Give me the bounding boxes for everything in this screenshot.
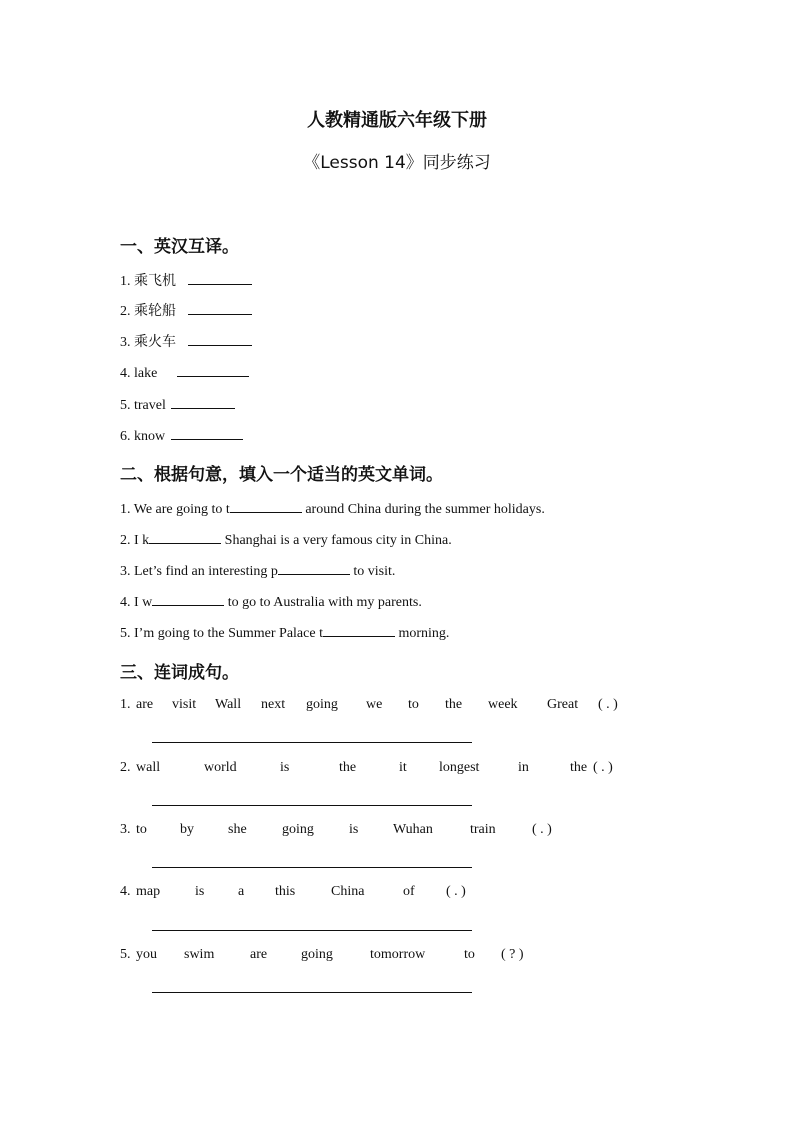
- s2-item-after: around China during the summer holidays.: [301, 502, 545, 517]
- word: map: [136, 884, 161, 899]
- s1-item-3: [120, 331, 252, 351]
- word: a: [238, 884, 245, 899]
- answer-blank[interactable]: [188, 272, 252, 285]
- word: ( . ): [532, 822, 552, 837]
- s1-item-number: 1.: [120, 274, 131, 289]
- word: ( . ): [593, 760, 613, 775]
- s2-item-after: to visit.: [349, 564, 396, 579]
- word: is: [195, 884, 205, 899]
- s3-item-number: 3.: [120, 822, 131, 837]
- word: ( . ): [598, 697, 618, 712]
- s3-item-4: [120, 884, 640, 904]
- word: China: [331, 884, 365, 899]
- s2-item-before: 2. I k: [120, 533, 150, 548]
- answer-line[interactable]: [152, 867, 472, 868]
- answer-blank[interactable]: [177, 364, 249, 377]
- s1-item-text: 乘火车: [134, 334, 176, 350]
- word: world: [204, 760, 237, 775]
- s1-item-6: [120, 427, 243, 445]
- s1-item-text: 乘轮船: [134, 303, 176, 319]
- s2-item-before: 3. Let’s find an interesting p: [120, 564, 278, 579]
- s2-item-after: Shanghai is a very famous city in China.: [221, 533, 452, 548]
- s1-item-number: 2.: [120, 304, 131, 319]
- word: this: [275, 884, 296, 899]
- section2-heading: 二、根据句意，填入一个适当的英文单词。: [120, 465, 443, 485]
- s2-item-2: [120, 531, 452, 549]
- word: ( . ): [446, 884, 466, 899]
- s2-item-before: 5. I’m going to the Summer Palace t: [120, 626, 323, 641]
- s1-item-number: 3.: [120, 335, 131, 350]
- word: to: [136, 822, 147, 837]
- answer-line[interactable]: [152, 930, 472, 931]
- s1-item-2: [120, 300, 252, 320]
- section3-heading: 三、连词成句。: [120, 663, 239, 683]
- word: is: [349, 822, 359, 837]
- s2-item-3: [120, 562, 395, 580]
- word: she: [228, 822, 247, 837]
- s1-item-text: 乘飞机: [134, 273, 176, 289]
- s1-item-5: [120, 396, 235, 414]
- answer-line[interactable]: [152, 992, 472, 993]
- s1-item-text: know: [134, 429, 166, 444]
- s1-item-text: lake: [134, 366, 158, 381]
- answer-blank[interactable]: [188, 333, 252, 346]
- word: wall: [136, 760, 161, 775]
- word: are: [250, 947, 268, 962]
- word: in: [518, 760, 529, 775]
- word: the: [445, 697, 463, 712]
- s3-item-5: [120, 947, 640, 967]
- s1-item-number: 5.: [120, 398, 131, 413]
- word: are: [136, 697, 154, 712]
- s3-item-2: [120, 760, 640, 780]
- answer-blank[interactable]: [152, 593, 224, 606]
- section1-heading: 一、英汉互译。: [120, 237, 239, 257]
- word: tomorrow: [370, 947, 426, 962]
- answer-blank[interactable]: [230, 500, 302, 513]
- answer-blank[interactable]: [171, 427, 243, 440]
- s3-item-number: 5.: [120, 947, 131, 962]
- word: to: [464, 947, 475, 962]
- word: of: [403, 884, 415, 899]
- s3-item-1: [120, 697, 640, 717]
- s2-item-before: 4. I w: [120, 595, 153, 610]
- word: by: [180, 822, 194, 837]
- s3-item-number: 4.: [120, 884, 131, 899]
- word: to: [408, 697, 419, 712]
- s1-item-text: travel: [134, 398, 166, 413]
- word: the: [339, 760, 357, 775]
- word: it: [399, 760, 407, 775]
- word: next: [261, 697, 286, 712]
- word: the: [570, 760, 588, 775]
- s2-item-4: [120, 593, 422, 611]
- s3-item-number: 2.: [120, 760, 131, 775]
- word: is: [280, 760, 290, 775]
- answer-blank[interactable]: [171, 396, 235, 409]
- word: swim: [184, 947, 215, 962]
- s2-item-5: [120, 624, 449, 642]
- answer-blank[interactable]: [149, 531, 221, 544]
- answer-blank[interactable]: [278, 562, 350, 575]
- s2-item-before: 1. We are going to t: [120, 502, 230, 517]
- word: week: [488, 697, 518, 712]
- s3-item-3: [120, 822, 640, 842]
- word: Wall: [215, 697, 242, 712]
- s1-item-1: [120, 270, 252, 290]
- word: longest: [439, 760, 480, 775]
- page-title: 人教精通版六年级下册: [307, 110, 487, 131]
- word: visit: [172, 697, 197, 712]
- s2-item-after: to go to Australia with my parents.: [224, 595, 422, 610]
- page-subtitle: 《Lesson 14》同步练习: [303, 153, 491, 173]
- word: going: [282, 822, 314, 837]
- s2-item-after: morning.: [394, 626, 450, 641]
- s2-item-1: [120, 500, 545, 518]
- word: going: [306, 697, 338, 712]
- answer-blank[interactable]: [188, 302, 252, 315]
- s1-item-number: 6.: [120, 429, 131, 444]
- answer-line[interactable]: [152, 742, 472, 743]
- s1-item-number: 4.: [120, 366, 131, 381]
- word: we: [366, 697, 383, 712]
- s3-item-number: 1.: [120, 697, 131, 712]
- word: ( ? ): [501, 947, 524, 962]
- word: going: [301, 947, 333, 962]
- answer-line[interactable]: [152, 805, 472, 806]
- word: you: [136, 947, 157, 962]
- s1-item-4: [120, 364, 249, 382]
- word: train: [470, 822, 496, 837]
- answer-blank[interactable]: [323, 624, 395, 637]
- word: Wuhan: [393, 822, 433, 837]
- word: Great: [547, 697, 579, 712]
